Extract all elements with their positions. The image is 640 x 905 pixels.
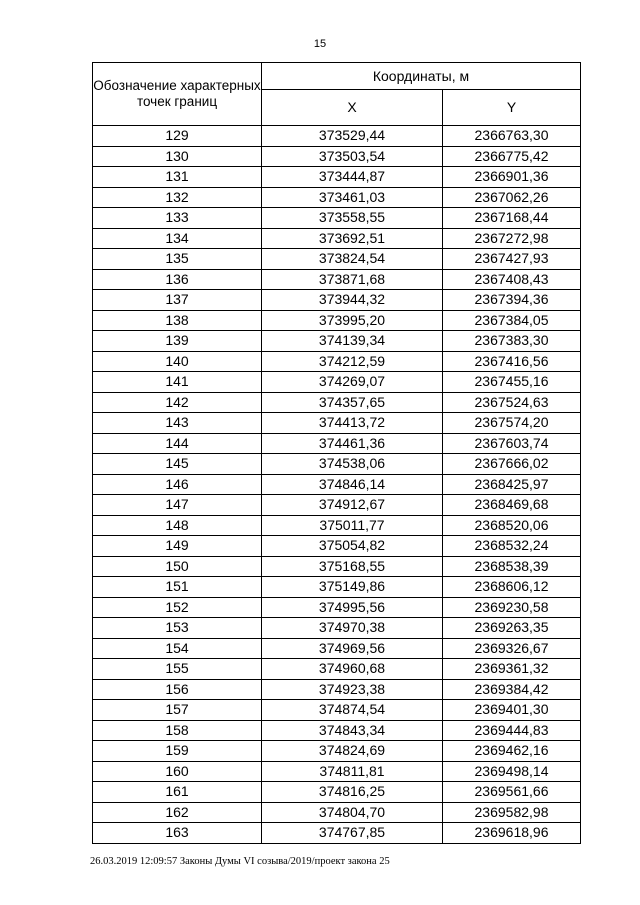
- x-coordinate-cell: 374767,85: [262, 823, 443, 844]
- y-coordinate-cell: 2367666,02: [443, 454, 581, 475]
- x-coordinate-cell: 373558,55: [262, 208, 443, 229]
- y-coordinate-cell: 2369230,58: [443, 597, 581, 618]
- table-row: [93, 761, 581, 782]
- point-number-cell: 132: [93, 187, 262, 208]
- y-coordinate-cell: 2367455,16: [443, 372, 581, 393]
- point-number-cell: 161: [93, 782, 262, 803]
- x-coordinate-cell: 375168,55: [262, 556, 443, 577]
- y-coordinate-cell: 2366901,36: [443, 167, 581, 188]
- point-number-cell: 137: [93, 290, 262, 311]
- table-row: [93, 126, 581, 147]
- point-number-cell: 153: [93, 618, 262, 639]
- x-coordinate-cell: 374139,34: [262, 331, 443, 352]
- table-row: [93, 392, 581, 413]
- y-coordinate-cell: 2367408,43: [443, 269, 581, 290]
- x-coordinate-cell: 374269,07: [262, 372, 443, 393]
- x-coordinate-cell: 373871,68: [262, 269, 443, 290]
- table-row: [93, 474, 581, 495]
- point-number-cell: 157: [93, 700, 262, 721]
- y-coordinate-cell: 2366775,42: [443, 146, 581, 167]
- point-number-cell: 131: [93, 167, 262, 188]
- x-coordinate-cell: 374538,06: [262, 454, 443, 475]
- table-row: [93, 679, 581, 700]
- header-coordinates: Координаты, м: [262, 63, 581, 90]
- x-coordinate-cell: 374804,70: [262, 802, 443, 823]
- table-row: [93, 802, 581, 823]
- table-row: [93, 536, 581, 557]
- x-coordinate-cell: 374874,54: [262, 700, 443, 721]
- y-coordinate-cell: 2368520,06: [443, 515, 581, 536]
- y-coordinate-cell: 2367574,20: [443, 413, 581, 434]
- point-number-cell: 155: [93, 659, 262, 680]
- table-row: [93, 331, 581, 352]
- point-number-cell: 149: [93, 536, 262, 557]
- y-coordinate-cell: 2367383,30: [443, 331, 581, 352]
- point-number-cell: 163: [93, 823, 262, 844]
- point-number-cell: 129: [93, 126, 262, 147]
- table-row: [93, 269, 581, 290]
- x-coordinate-cell: 373529,44: [262, 126, 443, 147]
- point-number-cell: 130: [93, 146, 262, 167]
- table-row: [93, 372, 581, 393]
- header-y: Y: [443, 90, 581, 126]
- table-row: [93, 495, 581, 516]
- x-coordinate-cell: 373461,03: [262, 187, 443, 208]
- y-coordinate-cell: 2367394,36: [443, 290, 581, 311]
- y-coordinate-cell: 2369326,67: [443, 638, 581, 659]
- x-coordinate-cell: 373824,54: [262, 249, 443, 270]
- y-coordinate-cell: 2368538,39: [443, 556, 581, 577]
- y-coordinate-cell: 2369462,16: [443, 741, 581, 762]
- table-row: [93, 228, 581, 249]
- table-row: [93, 597, 581, 618]
- x-coordinate-cell: 373692,51: [262, 228, 443, 249]
- x-coordinate-cell: 374969,56: [262, 638, 443, 659]
- y-coordinate-cell: 2367427,93: [443, 249, 581, 270]
- point-number-cell: 141: [93, 372, 262, 393]
- x-coordinate-cell: 373995,20: [262, 310, 443, 331]
- x-coordinate-cell: 373503,54: [262, 146, 443, 167]
- point-number-cell: 135: [93, 249, 262, 270]
- x-coordinate-cell: 374824,69: [262, 741, 443, 762]
- x-coordinate-cell: 374970,38: [262, 618, 443, 639]
- header-x: X: [262, 90, 443, 126]
- table-row: [93, 167, 581, 188]
- x-coordinate-cell: 374212,59: [262, 351, 443, 372]
- table-header: [93, 63, 581, 126]
- y-coordinate-cell: 2369384,42: [443, 679, 581, 700]
- y-coordinate-cell: 2367603,74: [443, 433, 581, 454]
- x-coordinate-cell: 373944,32: [262, 290, 443, 311]
- point-number-cell: 148: [93, 515, 262, 536]
- table-row: [93, 741, 581, 762]
- point-number-cell: 146: [93, 474, 262, 495]
- x-coordinate-cell: 374912,67: [262, 495, 443, 516]
- table-row: [93, 208, 581, 229]
- table-row: [93, 782, 581, 803]
- table-row: [93, 659, 581, 680]
- point-number-cell: 138: [93, 310, 262, 331]
- point-number-cell: 142: [93, 392, 262, 413]
- y-coordinate-cell: 2367168,44: [443, 208, 581, 229]
- point-number-cell: 158: [93, 720, 262, 741]
- point-number-cell: 151: [93, 577, 262, 598]
- table-row: [93, 454, 581, 475]
- y-coordinate-cell: 2369444,83: [443, 720, 581, 741]
- y-coordinate-cell: 2367416,56: [443, 351, 581, 372]
- table-row: [93, 515, 581, 536]
- point-number-cell: 145: [93, 454, 262, 475]
- x-coordinate-cell: 374923,38: [262, 679, 443, 700]
- y-coordinate-cell: 2368532,24: [443, 536, 581, 557]
- point-number-cell: 154: [93, 638, 262, 659]
- table-row: [93, 146, 581, 167]
- footer-stamp: 26.03.2019 12:09:57 Законы Думы VI созыва/2019/проект закона 25: [90, 856, 390, 867]
- x-coordinate-cell: 374995,56: [262, 597, 443, 618]
- x-coordinate-cell: 374357,65: [262, 392, 443, 413]
- x-coordinate-cell: 374413,72: [262, 413, 443, 434]
- y-coordinate-cell: 2368606,12: [443, 577, 581, 598]
- table-row: [93, 290, 581, 311]
- y-coordinate-cell: 2369498,14: [443, 761, 581, 782]
- header-point-designation: Обозначение характерных точек границ: [93, 63, 262, 126]
- y-coordinate-cell: 2369401,30: [443, 700, 581, 721]
- table-row: [93, 577, 581, 598]
- y-coordinate-cell: 2369263,35: [443, 618, 581, 639]
- point-number-cell: 139: [93, 331, 262, 352]
- table-body: [93, 126, 581, 844]
- x-coordinate-cell: 374960,68: [262, 659, 443, 680]
- x-coordinate-cell: 375149,86: [262, 577, 443, 598]
- y-coordinate-cell: 2368469,68: [443, 495, 581, 516]
- x-coordinate-cell: 373444,87: [262, 167, 443, 188]
- y-coordinate-cell: 2366763,30: [443, 126, 581, 147]
- point-number-cell: 144: [93, 433, 262, 454]
- y-coordinate-cell: 2369561,66: [443, 782, 581, 803]
- table-row: [93, 413, 581, 434]
- x-coordinate-cell: 375011,77: [262, 515, 443, 536]
- y-coordinate-cell: 2367062,26: [443, 187, 581, 208]
- point-number-cell: 133: [93, 208, 262, 229]
- table-row: [93, 720, 581, 741]
- y-coordinate-cell: 2369582,98: [443, 802, 581, 823]
- table-row: [93, 310, 581, 331]
- point-number-cell: 134: [93, 228, 262, 249]
- x-coordinate-cell: 375054,82: [262, 536, 443, 557]
- point-number-cell: 152: [93, 597, 262, 618]
- point-number-cell: 143: [93, 413, 262, 434]
- table-row: [93, 433, 581, 454]
- point-number-cell: 147: [93, 495, 262, 516]
- point-number-cell: 150: [93, 556, 262, 577]
- table-row: [93, 638, 581, 659]
- coordinates-table: [92, 62, 581, 844]
- table-row: [93, 618, 581, 639]
- y-coordinate-cell: 2369361,32: [443, 659, 581, 680]
- y-coordinate-cell: 2367524,63: [443, 392, 581, 413]
- y-coordinate-cell: 2369618,96: [443, 823, 581, 844]
- table-row: [93, 556, 581, 577]
- x-coordinate-cell: 374843,34: [262, 720, 443, 741]
- point-number-cell: 159: [93, 741, 262, 762]
- x-coordinate-cell: 374461,36: [262, 433, 443, 454]
- point-number-cell: 160: [93, 761, 262, 782]
- y-coordinate-cell: 2367384,05: [443, 310, 581, 331]
- table-row: [93, 249, 581, 270]
- x-coordinate-cell: 374811,81: [262, 761, 443, 782]
- point-number-cell: 162: [93, 802, 262, 823]
- x-coordinate-cell: 374846,14: [262, 474, 443, 495]
- table-row: [93, 700, 581, 721]
- point-number-cell: 156: [93, 679, 262, 700]
- point-number-cell: 140: [93, 351, 262, 372]
- x-coordinate-cell: 374816,25: [262, 782, 443, 803]
- y-coordinate-cell: 2367272,98: [443, 228, 581, 249]
- y-coordinate-cell: 2368425,97: [443, 474, 581, 495]
- table-row: [93, 187, 581, 208]
- table-row: [93, 351, 581, 372]
- table-row: [93, 823, 581, 844]
- page-number: 15: [313, 38, 327, 50]
- point-number-cell: 136: [93, 269, 262, 290]
